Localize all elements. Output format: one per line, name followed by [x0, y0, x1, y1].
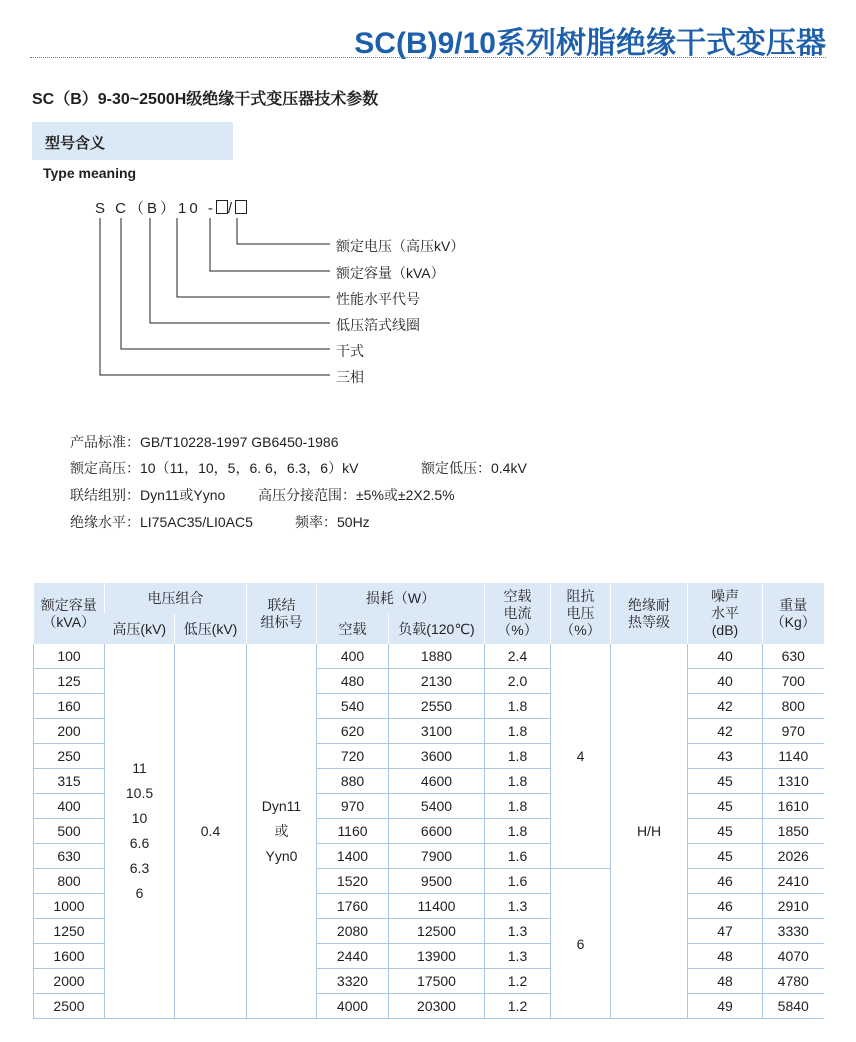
header-impedance-line3: （%） — [560, 622, 601, 638]
model-label-dry-type: 干式 — [336, 343, 364, 359]
header-loss-group: 损耗（W） — [317, 583, 485, 614]
cell-noise: 46 — [688, 869, 763, 894]
cell-noise: 46 — [688, 894, 763, 919]
cell-impedance-6: 6 — [551, 869, 611, 1019]
header-impedance-line1: 阻抗 — [566, 588, 595, 604]
cell-current: 1.8 — [485, 769, 551, 794]
header-noise — [688, 583, 763, 644]
cell-current: 1.8 — [485, 694, 551, 719]
cell-current: 1.2 — [485, 994, 551, 1019]
cell-no-load: 880 — [317, 769, 389, 794]
cell-weight: 1850 — [763, 819, 824, 844]
model-label-three-phase: 三相 — [336, 369, 364, 385]
cell-capacity: 1000 — [34, 894, 105, 919]
cell-no-load: 400 — [317, 644, 389, 669]
header-insulation-class — [611, 583, 688, 644]
cell-weight: 970 — [763, 719, 824, 744]
cell-load: 17500 — [389, 969, 485, 994]
cell-weight: 5840 — [763, 994, 824, 1019]
page-title: SC(B)9/10系列树脂绝缘干式变压器 — [354, 27, 826, 60]
cell-no-load: 1760 — [317, 894, 389, 919]
cell-current: 1.2 — [485, 969, 551, 994]
model-code-tree-diagram — [0, 0, 856, 400]
cell-no-load: 2440 — [317, 944, 389, 969]
cell-capacity: 1600 — [34, 944, 105, 969]
model-code-prefix: S C（B）10 - — [95, 200, 216, 217]
connection-value: Dyn11 — [261, 797, 302, 814]
header-insulation-line1: 绝缘耐 — [628, 596, 670, 613]
cell-current: 1.3 — [485, 894, 551, 919]
cell-load: 3600 — [389, 744, 485, 769]
model-label-rated-voltage: 额定电压（高压kV） — [336, 238, 465, 254]
header-connection — [247, 583, 317, 644]
header-no-load: 空载 — [317, 614, 389, 644]
cell-weight: 3330 — [763, 919, 824, 944]
cell-noise: 43 — [688, 744, 763, 769]
cell-load: 6600 — [389, 819, 485, 844]
header-weight-line1: 重量 — [779, 596, 808, 613]
cell-capacity: 2500 — [34, 994, 105, 1019]
model-label-rated-capacity: 额定容量（kVA） — [336, 265, 445, 281]
model-label-foil-winding: 低压箔式线圈 — [336, 317, 420, 333]
cell-weight: 2910 — [763, 894, 824, 919]
cell-load: 4600 — [389, 769, 485, 794]
cell-no-load: 620 — [317, 719, 389, 744]
cell-current: 1.6 — [485, 869, 551, 894]
header-insulation-line2: 热等级 — [628, 613, 670, 630]
cell-noise: 45 — [688, 819, 763, 844]
cell-load: 2130 — [389, 669, 485, 694]
model-code-separator: / — [227, 200, 236, 217]
spec-tap-range: 高压分接范围：±5%或±2X2.5% — [258, 487, 455, 503]
cell-capacity: 250 — [34, 744, 105, 769]
spec-standard: 产品标准：GB/T10228-1997 GB6450-1986 — [70, 434, 339, 450]
header-current-line2: 电流 — [503, 605, 532, 621]
cell-no-load: 4000 — [317, 994, 389, 1019]
header-current-line1: 空载 — [503, 588, 532, 604]
cell-load: 9500 — [389, 869, 485, 894]
hv-value: 6.3 — [129, 860, 150, 876]
cell-weight: 2026 — [763, 844, 824, 869]
spec-hv-rated: 额定高压：10（11，10，5，6. 6，6.3，6）kV — [70, 460, 359, 476]
cell-insulation-merged: H/H — [611, 644, 688, 1019]
cell-weight: 800 — [763, 694, 824, 719]
model-label-performance-code: 性能水平代号 — [336, 291, 420, 307]
cell-current: 1.6 — [485, 844, 551, 869]
cell-weight: 630 — [763, 644, 824, 669]
cell-weight: 1310 — [763, 769, 824, 794]
cell-hv-merged — [105, 644, 175, 1019]
header-capacity-line1: 额定容量 — [40, 596, 97, 613]
hv-value: 10.5 — [125, 785, 154, 801]
cell-connection-merged — [247, 644, 317, 1019]
cell-noise: 47 — [688, 919, 763, 944]
cell-load: 3100 — [389, 719, 485, 744]
cell-noise: 48 — [688, 969, 763, 994]
connection-value: Yyn0 — [265, 847, 298, 864]
cell-capacity: 200 — [34, 719, 105, 744]
header-impedance — [551, 583, 611, 644]
spec-connection: 联结组别：Dyn11或Yyno — [70, 487, 226, 503]
header-impedance-line2: 电压 — [566, 605, 595, 621]
header-connection-line2: 组标号 — [260, 613, 303, 630]
spec-insulation: 绝缘水平：LI75AC35/LI0AC5 — [70, 514, 253, 530]
spec-frequency: 频率：50Hz — [295, 514, 370, 530]
cell-no-load: 1400 — [317, 844, 389, 869]
cell-load: 11400 — [389, 894, 485, 919]
cell-no-load: 3320 — [317, 969, 389, 994]
cell-noise: 45 — [688, 794, 763, 819]
header-weight-line2: （Kg） — [770, 613, 816, 630]
connection-value: 或 — [274, 822, 289, 839]
page-subtitle: SC（B）9-30~2500H级绝缘干式变压器技术参数 — [32, 91, 379, 108]
cell-capacity: 400 — [34, 794, 105, 819]
cell-no-load: 540 — [317, 694, 389, 719]
cell-no-load: 2080 — [317, 919, 389, 944]
hv-value: 10 — [131, 810, 148, 826]
header-hv: 高压(kV) — [105, 614, 175, 644]
cell-capacity: 160 — [34, 694, 105, 719]
type-meaning-heading: 型号含义 — [45, 135, 106, 152]
specs-table — [33, 583, 824, 1019]
header-capacity — [34, 583, 105, 644]
header-noise-line1: 噪声 — [711, 588, 739, 604]
header-connection-line1: 联结 — [267, 596, 296, 613]
header-noise-line2: 水平 — [711, 605, 739, 621]
header-no-load-current — [485, 583, 551, 644]
cell-current: 2.0 — [485, 669, 551, 694]
cell-weight: 1610 — [763, 794, 824, 819]
cell-load: 12500 — [389, 919, 485, 944]
cell-capacity: 630 — [34, 844, 105, 869]
header-lv: 低压(kV) — [175, 614, 247, 644]
cell-noise: 48 — [688, 944, 763, 969]
cell-noise: 45 — [688, 769, 763, 794]
header-load: 负载(120℃) — [389, 614, 485, 644]
cell-weight: 4070 — [763, 944, 824, 969]
cell-load: 5400 — [389, 794, 485, 819]
tree-line-dry — [121, 218, 330, 349]
cell-noise: 42 — [688, 694, 763, 719]
cell-no-load: 1520 — [317, 869, 389, 894]
cell-current: 1.3 — [485, 944, 551, 969]
cell-capacity: 315 — [34, 769, 105, 794]
header-current-line3: （%） — [497, 622, 538, 638]
cell-capacity: 2000 — [34, 969, 105, 994]
cell-impedance-4: 4 — [551, 644, 611, 869]
cell-weight: 4780 — [763, 969, 824, 994]
header-noise-line3: (dB) — [711, 622, 739, 638]
cell-no-load: 1160 — [317, 819, 389, 844]
hv-value: 6 — [135, 885, 144, 901]
cell-capacity: 1250 — [34, 919, 105, 944]
cell-capacity: 100 — [34, 644, 105, 669]
cell-load: 1880 — [389, 644, 485, 669]
tree-line-voltage — [237, 218, 330, 244]
spec-lv-rated: 额定低压：0.4kV — [421, 460, 527, 476]
hv-value: 11 — [132, 760, 147, 776]
hv-value: 6.6 — [129, 835, 150, 851]
cell-noise: 45 — [688, 844, 763, 869]
header-capacity-line2: （kVA） — [42, 613, 96, 630]
cell-weight: 700 — [763, 669, 824, 694]
cell-load: 2550 — [389, 694, 485, 719]
cell-current: 1.8 — [485, 719, 551, 744]
cell-no-load: 720 — [317, 744, 389, 769]
cell-noise: 49 — [688, 994, 763, 1019]
type-meaning-subheading: Type meaning — [43, 165, 137, 181]
cell-capacity: 800 — [34, 869, 105, 894]
cell-capacity: 500 — [34, 819, 105, 844]
cell-noise: 42 — [688, 719, 763, 744]
cell-noise: 40 — [688, 669, 763, 694]
cell-capacity: 125 — [34, 669, 105, 694]
header-weight — [763, 583, 824, 644]
cell-noise: 40 — [688, 644, 763, 669]
cell-load: 7900 — [389, 844, 485, 869]
cell-current: 1.8 — [485, 794, 551, 819]
cell-no-load: 970 — [317, 794, 389, 819]
cell-no-load: 480 — [317, 669, 389, 694]
tree-line-performance — [177, 218, 330, 297]
cell-lv-merged: 0.4 — [175, 644, 247, 1019]
cell-current: 1.3 — [485, 919, 551, 944]
cell-current: 2.4 — [485, 644, 551, 669]
cell-weight: 1140 — [763, 744, 824, 769]
cell-weight: 2410 — [763, 869, 824, 894]
cell-current: 1.8 — [485, 819, 551, 844]
cell-load: 13900 — [389, 944, 485, 969]
cell-load: 20300 — [389, 994, 485, 1019]
cell-current: 1.8 — [485, 744, 551, 769]
header-voltage-group: 电压组合 — [105, 583, 247, 614]
